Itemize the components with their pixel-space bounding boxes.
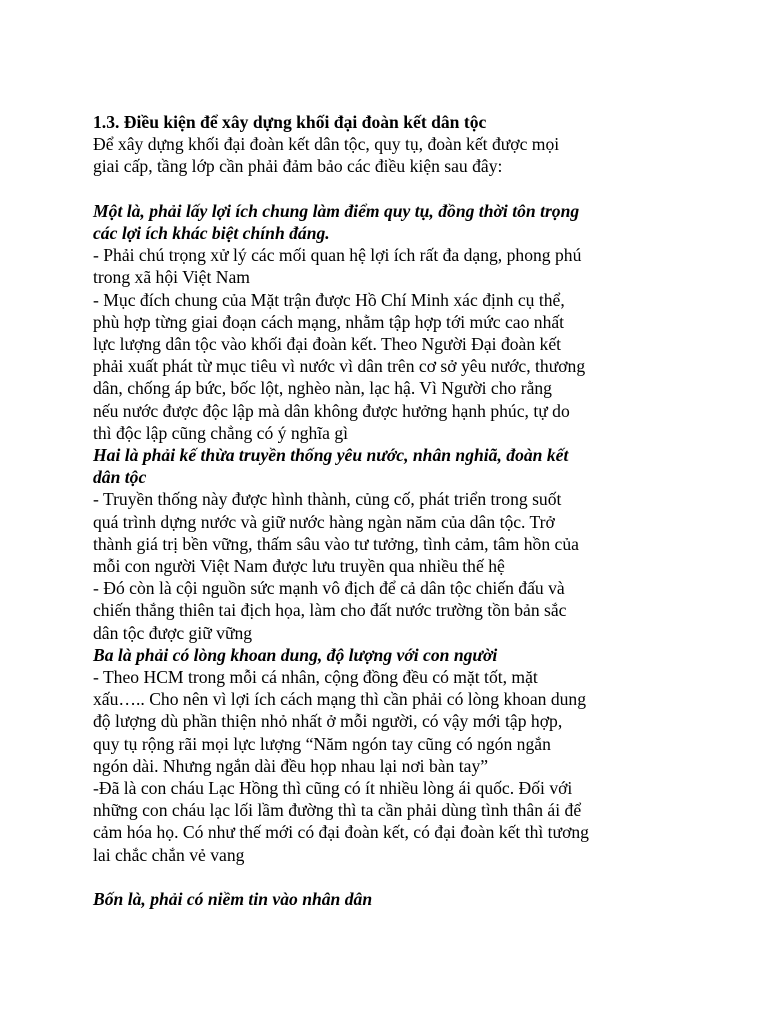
condition-2-title [93,444,693,488]
paragraph-spacer [93,178,693,200]
body-line: cảm hóa họ. Có như thế mới có đại đoàn kết, có đại đoàn kết thì tương [93,822,589,843]
body-line: - Truyền thống này được hình thành, củng cố, phát triển trong suốt [93,489,562,510]
body-line: nếu nước được độc lập mà dân không được hưởng hạnh phúc, tự do [93,400,570,421]
body-line: - Đó còn là cội nguồn sức mạnh vô địch để cả dân tộc chiến đấu và [93,578,565,599]
document-page [93,111,693,910]
condition-title-line: Bốn là, phải có niềm tin vào nhân dân [93,889,373,910]
condition-2-body [93,488,693,643]
section-heading: 1.3. Điều kiện để xây dựng khối đại đoàn kết dân tộc [93,112,487,132]
body-line: dân, chống áp bức, bốc lột, nghèo nàn, lạc hậ. Vì Người cho rằng [93,378,552,399]
condition-title-line: các lợi ích khác biệt chính đáng. [93,223,330,243]
intro-paragraph [93,133,693,177]
body-line: thành giá trị bền vững, thấm sâu vào tư tưởng, tình cảm, tâm hồn của [93,533,579,554]
body-line: phù hợp từng giai đoạn cách mạng, nhằm tập hợp tới mức cao nhất [93,311,565,332]
condition-title-line: dân tộc [93,467,147,488]
intro-line: Để xây dựng khối đại đoàn kết dân tộc, quy tụ, đoàn kết được mọi [93,134,560,155]
body-line: - Mục đích chung của Mặt trận được Hồ Chí Minh xác định cụ thể, [93,289,565,310]
body-line: lực lượng dân tộc vào khối đại đoàn kết. Theo Người Đại đoàn kết [93,334,562,355]
body-line: quá trình dựng nước và giữ nước hàng ngàn năm của dân tộc. Trở [93,511,555,532]
condition-title-line: Hai là phải kế thừa truyền thống yêu nước, nhân nghiã, đoàn kết [93,445,569,466]
body-line: những con cháu lạc lối lầm đường thì ta cần phải dùng tình thân ái để [93,800,582,821]
body-line: chiến thắng thiên tai địch họa, làm cho đất nước trường tồn bản sắc [93,600,567,621]
body-line: phải xuất phát từ mục tiêu vì nước vì dân trên cơ sở yêu nước, thương [93,356,586,377]
body-line: dân tộc được giữ vững [93,622,253,643]
body-line: - Phải chú trọng xử lý các mối quan hệ lợi ích rất đa dạng, phong phú [93,245,582,266]
paragraph-spacer [93,866,693,888]
body-line: - Theo HCM trong mỗi cá nhân, cộng đồng đều có mặt tốt, mặt [93,667,538,688]
body-line: xấu….. Cho nên vì lợi ích cách mạng thì cần phải có lòng khoan dung [93,689,587,710]
condition-3-body [93,666,693,866]
body-line: độ lượng dù phần thiện nhỏ nhất ở mỗi người, có vậy mới tập hợp, [93,711,563,732]
body-line: mỗi con người Việt Nam được lưu truyền qua nhiều thế hệ [93,556,505,577]
body-line: thì độc lập cũng chẳng có ý nghĩa gì [93,422,349,443]
condition-1-body [93,244,693,444]
condition-title-line: Một là, phải lấy lợi ích chung làm điểm quy tụ, đồng thời tôn trọng [93,200,580,221]
body-line: trong xã hội Việt Nam [93,267,250,288]
intro-line: giai cấp, tầng lớp cần phải đảm bảo các điều kiện sau đây: [93,156,503,177]
condition-3-title [93,644,693,666]
condition-1-title [93,200,693,244]
condition-4-title [93,888,693,910]
body-line: -Đã là con cháu Lạc Hồng thì cũng có ít nhiều lòng ái quốc. Đối với [93,778,573,799]
body-line: quy tụ rộng rãi mọi lực lượng “Năm ngón tay cũng có ngón ngắn [93,733,551,754]
body-line: ngón dài. Nhưng ngắn dài đều họp nhau lại nơi bàn tay” [93,755,489,776]
body-line: lai chắc chắn vẻ vang [93,844,245,865]
condition-title-line: Ba là phải có lòng khoan dung, độ lượng với con người [93,644,498,665]
